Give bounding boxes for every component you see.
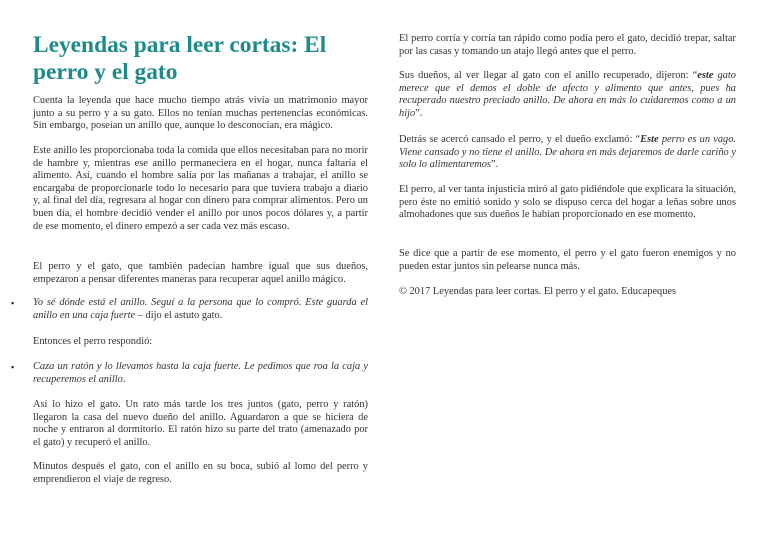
dog-quote: Caza un ratón y lo llevamos hasta la caja fuerte. Le pedimos que roa la caja y recuperemos el anillo <box>33 361 368 385</box>
owners-cat-intro: Sus dueños, al ver llegar al gato con el anillo recuperado, dijeron: “ <box>399 70 698 81</box>
dog-quote-tail: . <box>122 373 126 385</box>
bullet-icon: ▪ <box>11 298 15 308</box>
owners-cat-quote: gato merece que el demos el doble de afecto y alimento que antes, pues ha recuperado nuestro preciado anillo. De ahora en más lo cuidaremos como a un hijo <box>399 70 736 119</box>
owner-dog-quote: perro es un vago. Viene cansado y no tiene el anillo. De ahora en más dejaremos de darle cariño y solo lo alimentaremos <box>399 134 737 171</box>
list-item-cat-says <box>11 297 368 322</box>
owners-cat-close: ”. <box>415 107 423 119</box>
paragraph-ring: Este anillo les proporcionaba toda la comida que ellos necesitaban para no morir de hambre y, mientras ese anillo permaneciera en el hogar, nunca faltaría el alimento. Así, cuando el hombre salía por las mañanas a trabajar, el anillo se encargaba de proporcionarle todo lo necesario para que tuviera trabajo a diario y, al final del día, regresara al hogar con dinero para comprar alimentos. Pero un buen día, el hombre decidió vender el anillo por unos pocos dólares y, a partir de ese momento, el dinero empezó a ser cada vez más escaso. <box>33 145 368 232</box>
cat-quote-tail: – dijo el astuto gato. <box>135 309 223 321</box>
owner-dog-intro: Detrás se acercó cansado el perro, y el dueño exclamó: “ <box>399 134 641 145</box>
paragraph-owner-dog <box>399 134 736 172</box>
paragraph-mouse: Así lo hizo el gato. Un rato más tarde los tres juntos (gato, perro y ratón) llegaron la casa del nuevo dueño del anillo. Aguardaron a que se hiciera de noche y entraron al dormitorio. El ratón hizo su parte del trato (amenazado por el gato) y recuperó el anillo. <box>33 399 368 448</box>
paragraph-owners-cat <box>399 70 736 120</box>
copyright-line: © 2017 Leyendas para leer cortas. El perro y el gato. Educapeques <box>399 286 677 297</box>
paragraph-return: Minutos después el gato, con el anillo en su boca, subió al lomo del perro y emprendieron el viaje de regreso. <box>33 461 368 485</box>
page-title: Leyendas para leer cortas: El perro y el gato <box>33 32 327 85</box>
paragraph-dog-answers: Entonces el perro respondió: <box>33 336 153 347</box>
owner-dog-close: ”. <box>490 159 499 171</box>
list-item-dog-says <box>11 361 368 386</box>
paragraph-enemies: Se dice que a partir de ese momento, el perro y el gato fueron enemigos y no pueden estar juntos sin pelearse nunca más. <box>399 248 736 272</box>
cat-quote: Yo sé dónde está el anillo. Seguí a la persona que lo compró. Este guarda el anillo en una caja fuerte <box>33 297 368 321</box>
owner-dog-emphasis: Este <box>640 134 659 145</box>
paragraph-injustice: El perro, al ver tanta injusticia miró al gato pidiéndole que explicara la situación, pero éste no emitió sonido y solo se dispuso cerca del hogar a leñas sobre unos almohadones que sus dueños le habían proporcionado en ese momento. <box>399 184 736 221</box>
paragraph-race: El perro corría y corría tan rápido como podía pero el gato, decidió trepar, saltar por las casas y tomando un atajo llegó antes que el perro. <box>399 33 736 57</box>
bullet-icon: ▪ <box>11 362 15 372</box>
owners-cat-emphasis: este <box>697 70 714 81</box>
paragraph-hunger: El perro y el gato, que también padecían hambre igual que sus dueños, empezaron a pensar diferentes maneras para recuperar aquel anillo mágico. <box>33 261 368 285</box>
paragraph-intro: Cuenta la leyenda que hace mucho tiempo atrás vivía un matrimonio mayor junto a su perro y a su gato. Ellos no tenían muchas pertenencias económicas. Sin embargo, poseían un anillo que, aunque lo desconocían, era mágico. <box>33 95 368 132</box>
